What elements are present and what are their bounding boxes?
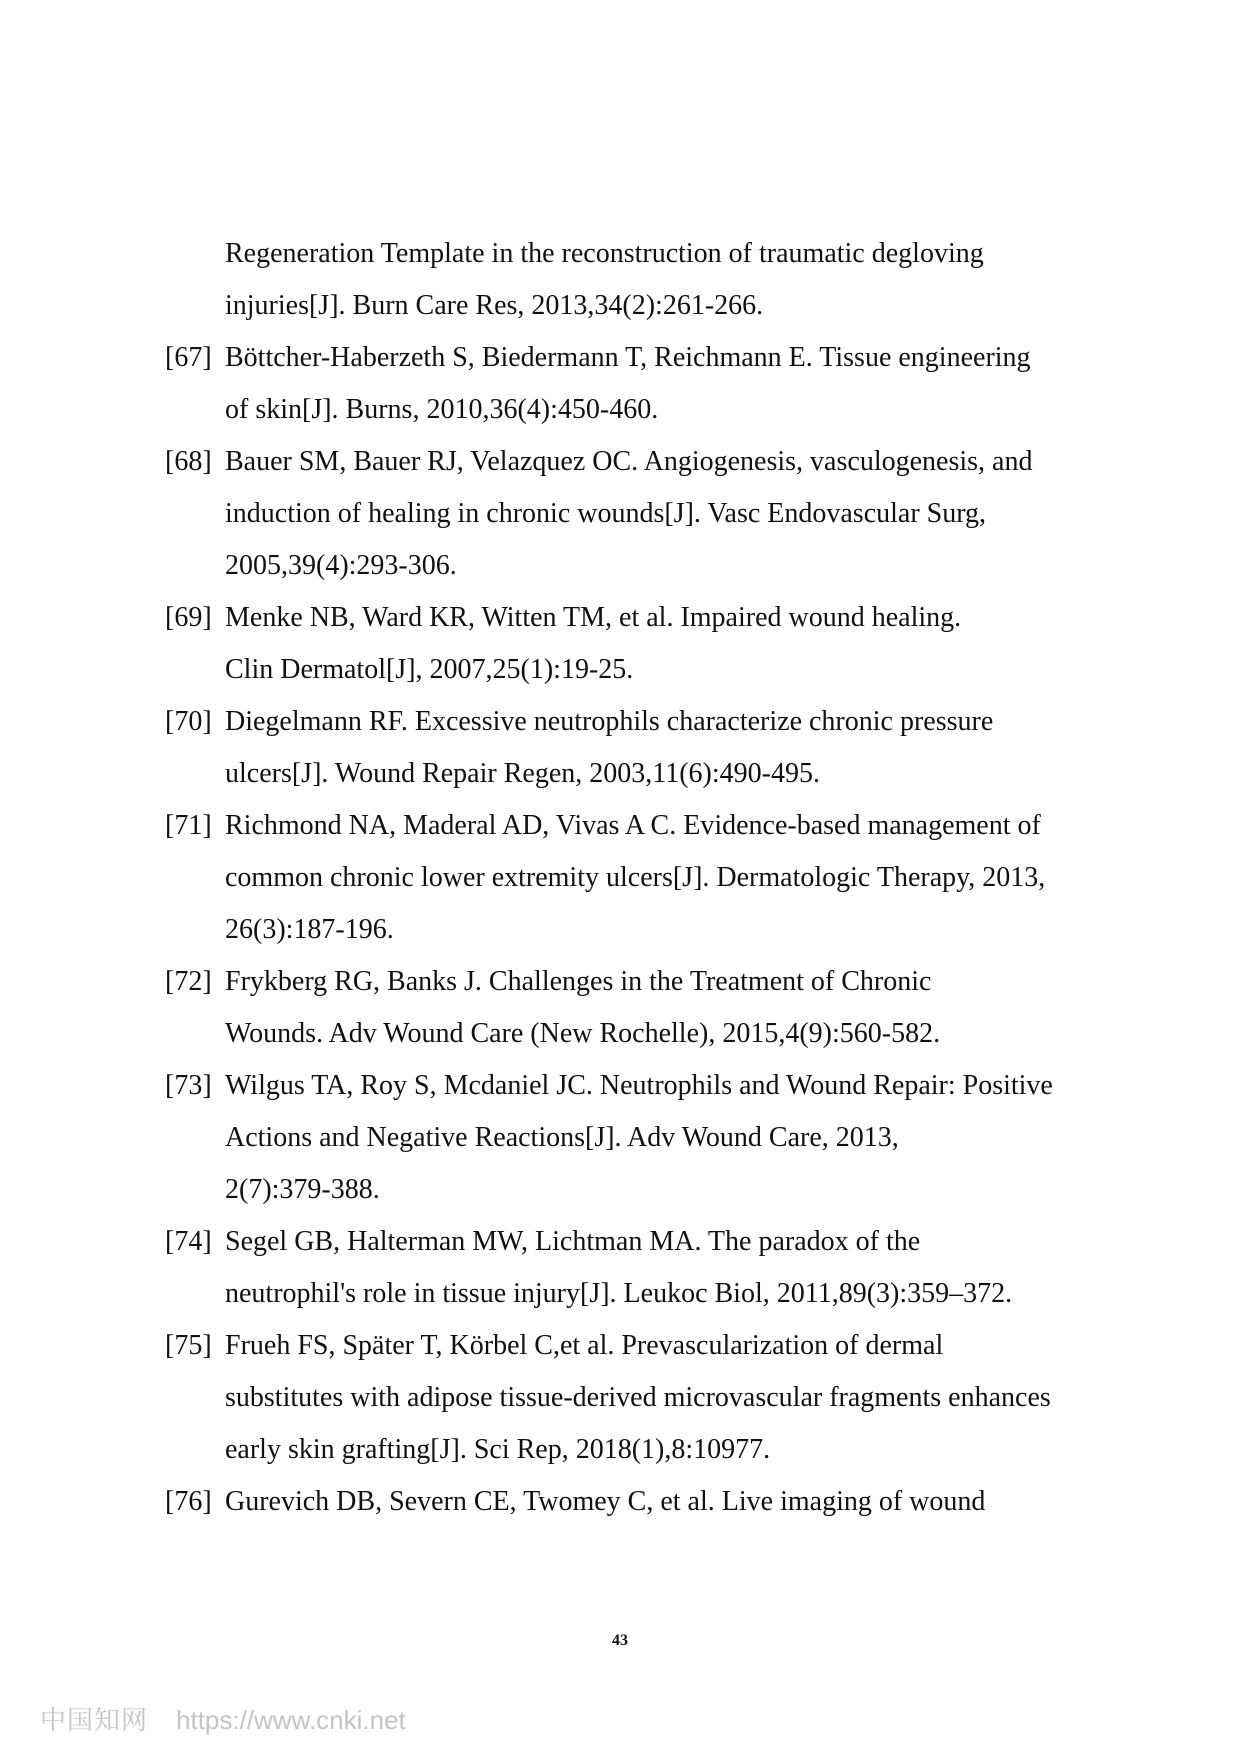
reference-entry <box>165 956 1095 1060</box>
reference-text: Wounds. Adv Wound Care (New Rochelle), 2015,4(9):560-582. <box>225 1018 941 1049</box>
reference-text: 2(7):379-388. <box>225 1174 380 1205</box>
reference-line <box>165 384 1095 436</box>
reference-text: Frueh FS, Später T, Körbel C,et al. Prevascularization of dermal <box>225 1330 944 1361</box>
reference-number: [75] <box>165 1330 212 1361</box>
reference-entry <box>165 800 1095 956</box>
reference-entry <box>165 1216 1095 1320</box>
reference-text: early skin grafting[J]. Sci Rep, 2018(1),8:10977. <box>225 1434 771 1465</box>
reference-line <box>165 1320 1095 1372</box>
reference-text: Menke NB, Ward KR, Witten TM, et al. Impaired wound healing. <box>225 602 962 633</box>
reference-line <box>165 332 1095 384</box>
reference-text: substitutes with adipose tissue-derived microvascular fragments enhances <box>225 1382 1051 1413</box>
reference-number: [76] <box>165 1486 212 1517</box>
reference-line <box>165 696 1095 748</box>
reference-text: Bauer SM, Bauer RJ, Velazquez OC. Angiogenesis, vasculogenesis, and <box>225 446 1033 477</box>
watermark-url: https://www.cnki.net <box>176 1705 406 1735</box>
reference-entry <box>165 332 1095 436</box>
reference-number: [73] <box>165 1070 212 1101</box>
reference-line <box>165 852 1095 904</box>
reference-entry <box>165 696 1095 800</box>
reference-line <box>165 1008 1095 1060</box>
reference-entry <box>165 1320 1095 1476</box>
reference-text: Diegelmann RF. Excessive neutrophils characterize chronic pressure <box>225 706 994 737</box>
reference-line <box>165 1268 1095 1320</box>
reference-number: [69] <box>165 602 212 633</box>
reference-number: [67] <box>165 342 212 373</box>
reference-entry <box>165 436 1095 592</box>
reference-line <box>165 488 1095 540</box>
reference-line <box>165 592 1095 644</box>
reference-text: Regeneration Template in the reconstruction of traumatic degloving <box>225 238 984 269</box>
reference-text: induction of healing in chronic wounds[J]. Vasc Endovascular Surg, <box>225 498 987 529</box>
cnki-watermark <box>40 1700 406 1737</box>
reference-text: Wilgus TA, Roy S, Mcdaniel JC. Neutrophils and Wound Repair: Positive <box>225 1070 1053 1101</box>
reference-line <box>165 644 1095 696</box>
reference-number: [70] <box>165 706 212 737</box>
reference-text: Segel GB, Halterman MW, Lichtman MA. The paradox of the <box>225 1226 921 1257</box>
reference-text: Frykberg RG, Banks J. Challenges in the Treatment of Chronic <box>225 966 932 997</box>
reference-line <box>165 436 1095 488</box>
reference-line <box>165 1164 1095 1216</box>
reference-text: Böttcher-Haberzeth S, Biedermann T, Reichmann E. Tissue engineering <box>225 342 1031 373</box>
reference-text: Gurevich DB, Severn CE, Twomey C, et al. Live imaging of wound <box>225 1486 986 1517</box>
reference-line <box>165 228 1095 280</box>
reference-text: Clin Dermatol[J], 2007,25(1):19-25. <box>225 654 634 685</box>
reference-text: 26(3):187-196. <box>225 914 394 945</box>
reference-line <box>165 1372 1095 1424</box>
reference-list <box>165 228 1095 1528</box>
reference-text: of skin[J]. Burns, 2010,36(4):450-460. <box>225 394 659 425</box>
reference-text: 2005,39(4):293-306. <box>225 550 457 581</box>
reference-entry <box>165 1060 1095 1216</box>
reference-text: injuries[J]. Burn Care Res, 2013,34(2):261-266. <box>225 290 764 321</box>
reference-line <box>165 1476 1095 1528</box>
reference-number: [68] <box>165 446 212 477</box>
reference-line <box>165 1060 1095 1112</box>
reference-line <box>165 1112 1095 1164</box>
reference-line <box>165 1424 1095 1476</box>
reference-line <box>165 280 1095 332</box>
reference-number: [74] <box>165 1226 212 1257</box>
reference-text: Actions and Negative Reactions[J]. Adv Wound Care, 2013, <box>225 1122 899 1153</box>
reference-entry <box>165 228 1095 332</box>
reference-line <box>165 904 1095 956</box>
reference-line <box>165 800 1095 852</box>
reference-entry <box>165 1476 1095 1528</box>
reference-text: Richmond NA, Maderal AD, Vivas A C. Evidence-based management of <box>225 810 1041 841</box>
watermark-logo: 中国知网 <box>40 1706 149 1736</box>
reference-line <box>165 1216 1095 1268</box>
reference-line <box>165 748 1095 800</box>
reference-text: neutrophil's role in tissue injury[J]. Leukoc Biol, 2011,89(3):359–372. <box>225 1278 1013 1309</box>
reference-line <box>165 540 1095 592</box>
reference-number: [72] <box>165 966 212 997</box>
reference-line <box>165 956 1095 1008</box>
reference-text: common chronic lower extremity ulcers[J]. Dermatologic Therapy, 2013, <box>225 862 1046 893</box>
page-number: 43 <box>612 1632 628 1649</box>
reference-entry <box>165 592 1095 696</box>
reference-number: [71] <box>165 810 212 841</box>
reference-text: ulcers[J]. Wound Repair Regen, 2003,11(6):490-495. <box>225 758 820 789</box>
